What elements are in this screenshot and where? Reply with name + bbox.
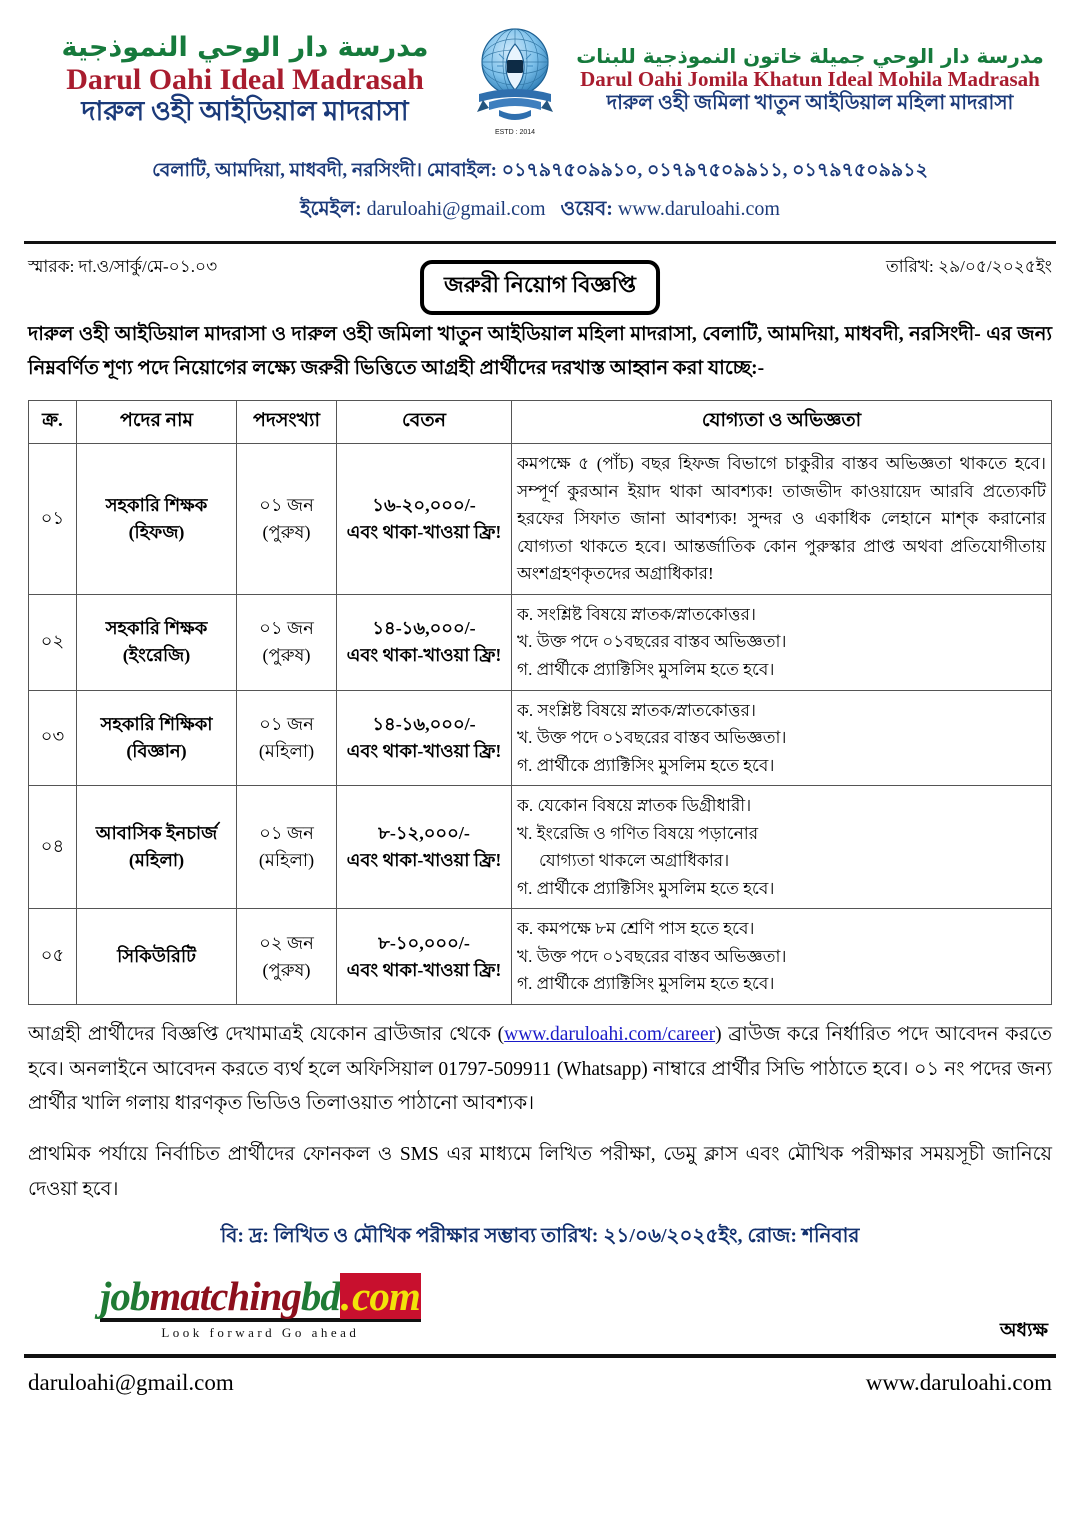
brand-seg-job: job	[100, 1273, 150, 1320]
col-header-count: পদসংখ্যা	[237, 401, 337, 444]
row-qualification	[512, 594, 1052, 690]
salary-amount: ৮-১০,০০০/-	[378, 932, 470, 953]
count-gender: (মহিলা)	[258, 850, 315, 871]
qual-line: ক. কমপক্ষে ৮ম শ্রেণি পাস হতে হবে।	[517, 919, 755, 939]
vacancy-table-head	[29, 401, 1052, 444]
letterhead-titles-row	[28, 14, 1052, 146]
salary-note: এবং থাকা-খাওয়া ফ্রি!	[346, 740, 502, 761]
salary-amount: ১৪-১৬,০০০/-	[372, 618, 476, 639]
count-gender: (পুরুষ)	[262, 645, 311, 666]
post-title: সহকারি শিক্ষক	[105, 618, 208, 639]
qual-line: ক. সংশ্লিষ্ট বিষয়ে স্নাতক/স্নাতকোত্তর।	[517, 604, 756, 624]
qual-line: খ. উক্ত পদে ০১বছরের বাস্তব অভিজ্ঞতা।	[517, 632, 787, 652]
row-salary	[337, 786, 512, 909]
row-serial: ০২	[29, 594, 77, 690]
count-number: ০১ জন	[259, 495, 314, 516]
footer-brand-row	[28, 1273, 1052, 1350]
footer-email: daruloahi@gmail.com	[28, 1370, 234, 1396]
salary-amount: ১৬-২০,০০০/-	[372, 495, 476, 516]
salary-amount: ৮-১২,০০০/-	[378, 823, 470, 844]
count-number: ০২ জন	[259, 932, 314, 953]
vacancy-table	[28, 400, 1052, 1005]
apply-text-part3: নাম্বারে প্রার্থীর সিভি পাঠাতে হবে। ০১ নং পদের জন্য প্রার্থীর খালি গলায় ধারণকৃত ভিডিও তিলাওয়াত পাঠানো আবশ্যক।	[28, 1058, 1052, 1115]
qual-line: খ. ইংরেজি ও গণিত বিষয়ে পড়ানোর	[517, 823, 759, 843]
row-post-name	[77, 444, 237, 595]
letterhead	[0, 0, 1080, 233]
row-post-count	[237, 690, 337, 786]
row-salary	[337, 909, 512, 1005]
post-subject: (মহিলা)	[128, 850, 185, 871]
table-row	[29, 444, 1052, 595]
memo-row	[28, 252, 1052, 304]
exam-schedule-paragraph: প্রাথমিক পর্যায়ে নির্বাচিত প্রার্থীদের ফোনকল ও SMS এর মাধ্যমে লিখিত পরীক্ষা, ডেমু ক্লাস এবং মৌখিক পরীক্ষার সময়সূচী জানিয়ে দেওয়া হবে।	[28, 1143, 1052, 1200]
vacancy-table-body	[29, 444, 1052, 1005]
qual-line: খ. উক্ত পদে ০১বছরের বাস্তব অভিজ্ঞতা।	[517, 946, 787, 966]
count-number: ০১ জন	[259, 618, 314, 639]
row-qualification	[512, 786, 1052, 909]
notice-title-badge: জরুরী নিয়োগ বিজ্ঞপ্তি	[420, 260, 660, 315]
row-qualification	[512, 690, 1052, 786]
row-salary	[337, 690, 512, 786]
brand-seg-bd: bd	[300, 1273, 340, 1320]
whatsapp-number: 01797-509911 (Whatsapp)	[438, 1058, 648, 1080]
institution-crest-logo	[459, 14, 571, 146]
salary-note: এবং থাকা-খাওয়া ফ্রি!	[346, 522, 502, 543]
row-serial: ০৩	[29, 690, 77, 786]
count-number: ০১ জন	[259, 823, 314, 844]
table-row	[29, 690, 1052, 786]
qual-line: ক. সংশ্লিষ্ট বিষয়ে স্নাতক/স্নাতকোত্তর।	[517, 700, 756, 720]
count-number: ০১ জন	[259, 713, 314, 734]
row-post-count	[237, 909, 337, 1005]
qual-line: খ. উক্ত পদে ০১বছরের বাস্তব অভিজ্ঞতা।	[517, 728, 787, 748]
brand-seg-com: com	[352, 1273, 420, 1320]
table-header-row	[29, 401, 1052, 444]
right-bangla-title: দারুল ওহী জমিলা খাতুন আইডিয়াল মহিলা মাদরাসা	[606, 91, 1014, 114]
row-salary	[337, 594, 512, 690]
brand-seg-matching: matching	[149, 1273, 301, 1320]
row-post-count	[237, 594, 337, 690]
post-title: সহকারি শিক্ষিকা	[100, 713, 213, 734]
apply-text-part2: ) ব্রাউজ করে নির্ধারিত পদে আবেদন করতে হবে। অনলাইনে আবেদন করতে ব্যর্থ হলে অফিসিয়াল	[28, 1023, 1052, 1080]
apply-text-part1: আগ্রহী প্রার্থীদের বিজ্ঞপ্তি দেখামাত্রই যেকোন ব্রাউজার থেকে (	[28, 1023, 505, 1045]
salary-amount: ১৪-১৬,০০০/-	[372, 713, 476, 734]
header-divider	[24, 241, 1056, 244]
row-qualification	[512, 909, 1052, 1005]
row-post-name	[77, 786, 237, 909]
col-header-salary: বেতন	[337, 401, 512, 444]
post-title: আবাসিক ইনচার্জ	[95, 823, 218, 844]
post-subject: (ইংরেজি)	[122, 645, 191, 666]
salary-note: এবং থাকা-খাওয়া ফ্রি!	[346, 645, 502, 666]
how-to-apply-paragraph	[28, 1018, 1052, 1122]
left-arabic-title: مدرسة دار الوحي النموذجية	[61, 32, 429, 64]
count-gender: (মহিলা)	[258, 740, 315, 761]
exam-date-note: বি: দ্র: লিখিত ও মৌখিক পরীক্ষার সম্ভাব্য তারিখ: ২১/০৬/২০২৫ইং, রোজ: শনিবার	[220, 1225, 860, 1248]
row-serial: ০৫	[29, 909, 77, 1005]
table-row	[29, 594, 1052, 690]
post-subject: (হিফজ)	[128, 522, 185, 543]
jobmatchingbd-logo	[100, 1273, 421, 1341]
address-and-phone-line: বেলাটি, আমদিয়া, মাধবদী, নরসিংদী। মোবাইল: ০১৭৯৭৫০৯৯১০, ০১৭৯৭৫০৯৯১১, ০১৭৯৭৫০৯৯১২	[152, 160, 928, 181]
web-label: ওয়েব:	[560, 198, 613, 220]
row-qualification: কমপক্ষে ৫ (পাঁচ) বছর হিফজ বিভাগে চাকুরীর বাস্তব অভিজ্ঞতা থাকতে হবে। সম্পূর্ণ কুরআন ইয়াদ থাকা আবশ্যক! তাজভীদ কাওয়ায়েদ আরবি প্রত্যেকটি হরফের সিফাত জানা আবশ্যক! সুন্দর ও একাধিক লেহানে মাশ্‌ক করানোর যোগ্যতা থাকতে হবে। আন্তর্জাতিক কোন পুরুস্কার প্রাপ্ত অথবা প্রতিযোগীতায় অংশগ্রহণকৃতদের অগ্রাধিকার!	[512, 444, 1052, 595]
row-post-count	[237, 786, 337, 909]
footer-website: www.daruloahi.com	[865, 1370, 1052, 1396]
col-header-post: পদের নাম	[77, 401, 237, 444]
brand-tagline: Look forward Go ahead	[161, 1325, 360, 1341]
crest-estd-text: ESTD : 2014	[494, 129, 536, 136]
row-salary	[337, 444, 512, 595]
web-value: www.daruloahi.com	[617, 198, 780, 220]
brand-seg-dot: .	[340, 1273, 351, 1320]
madrasah-right-titles	[575, 46, 1045, 113]
left-english-title: Darul Oahi Ideal Madrasah	[66, 62, 424, 96]
qual-line: গ. প্রার্থীকে প্র্যাক্টিসিং মুসলিম হতে হবে।	[517, 659, 775, 679]
footer-contact-row	[28, 1370, 1052, 1410]
right-arabic-title: مدرسة دار الوحي جميلة خاتون النموذجية للبنات	[576, 44, 1044, 69]
salary-note: এবং থাকা-খাওয়া ফ্রি!	[346, 959, 502, 980]
count-gender: (পুরুষ)	[262, 522, 311, 543]
principal-signature-label: অধ্যক্ষ	[999, 1320, 1048, 1342]
col-header-qualification: যোগ্যতা ও অভিজ্ঞতা	[512, 401, 1052, 444]
email-value: daruloahi@gmail.com	[366, 198, 546, 220]
row-post-name	[77, 690, 237, 786]
memo-date: তারিখ: ২৯/০৫/২০২৫ইং	[885, 257, 1052, 276]
qual-line-continued: যোগ্যতা থাকলে অগ্রাধিকার।	[539, 851, 730, 871]
footer-divider	[24, 1354, 1056, 1358]
row-serial: ০৪	[29, 786, 77, 909]
brand-wordmark	[100, 1273, 421, 1320]
qual-line: ক. যেকোন বিষয়ে স্নাতক ডিগ্রীধারী।	[517, 796, 752, 816]
salary-note: এবং থাকা-খাওয়া ফ্রি!	[346, 850, 502, 871]
row-serial: ০১	[29, 444, 77, 595]
table-row	[29, 786, 1052, 909]
left-bangla-title: দারুল ওহী আইডিয়াল মাদরাসা	[81, 96, 409, 127]
madrasah-left-titles	[35, 34, 455, 125]
qual-line: গ. প্রার্থীকে প্র্যাক্টিসিং মুসলিম হতে হবে।	[517, 878, 775, 898]
post-subject: (বিজ্ঞান)	[126, 740, 187, 761]
intro-paragraph: দারুল ওহী আইডিয়াল মাদরাসা ও দারুল ওহী জমিলা খাতুন আইডিয়াল মহিলা মাদরাসা, বেলাটি, আমদিয়া, মাধবদী, নরসিংদী- এর জন্য নিম্নবর্ণিত শূণ্য পদে নিয়োগের লক্ষ্যে জরুরী ভিত্তিতে আগ্রহী প্রার্থীদের দরখাস্ত আহ্বান করা যাচ্ছে:-	[28, 324, 1052, 380]
row-post-name	[77, 594, 237, 690]
count-gender: (পুরুষ)	[262, 959, 311, 980]
table-row	[29, 909, 1052, 1005]
email-label: ইমেইল:	[300, 198, 362, 220]
qual-line: গ. প্রার্থীকে প্র্যাক্টিসিং মুসলিম হতে হবে।	[517, 755, 775, 775]
memo-reference: স্মারক: দা.ও/সার্কু/মে-০১.০৩	[28, 257, 218, 276]
career-portal-link[interactable]: www.daruloahi.com/career	[504, 1023, 716, 1045]
email-web-line	[28, 194, 1052, 227]
col-header-serial: ক্র.	[29, 401, 77, 444]
qual-line: গ. প্রার্থীকে প্র্যাক্টিসিং মুসলিম হতে হবে।	[517, 974, 775, 994]
post-title: সহকারি শিক্ষক	[105, 495, 208, 516]
right-english-title: Darul Oahi Jomila Khatun Ideal Mohila Madrasah	[580, 67, 1040, 92]
row-post-name	[77, 909, 237, 1005]
row-post-count	[237, 444, 337, 595]
post-title: সিকিউরিটি	[117, 946, 196, 967]
